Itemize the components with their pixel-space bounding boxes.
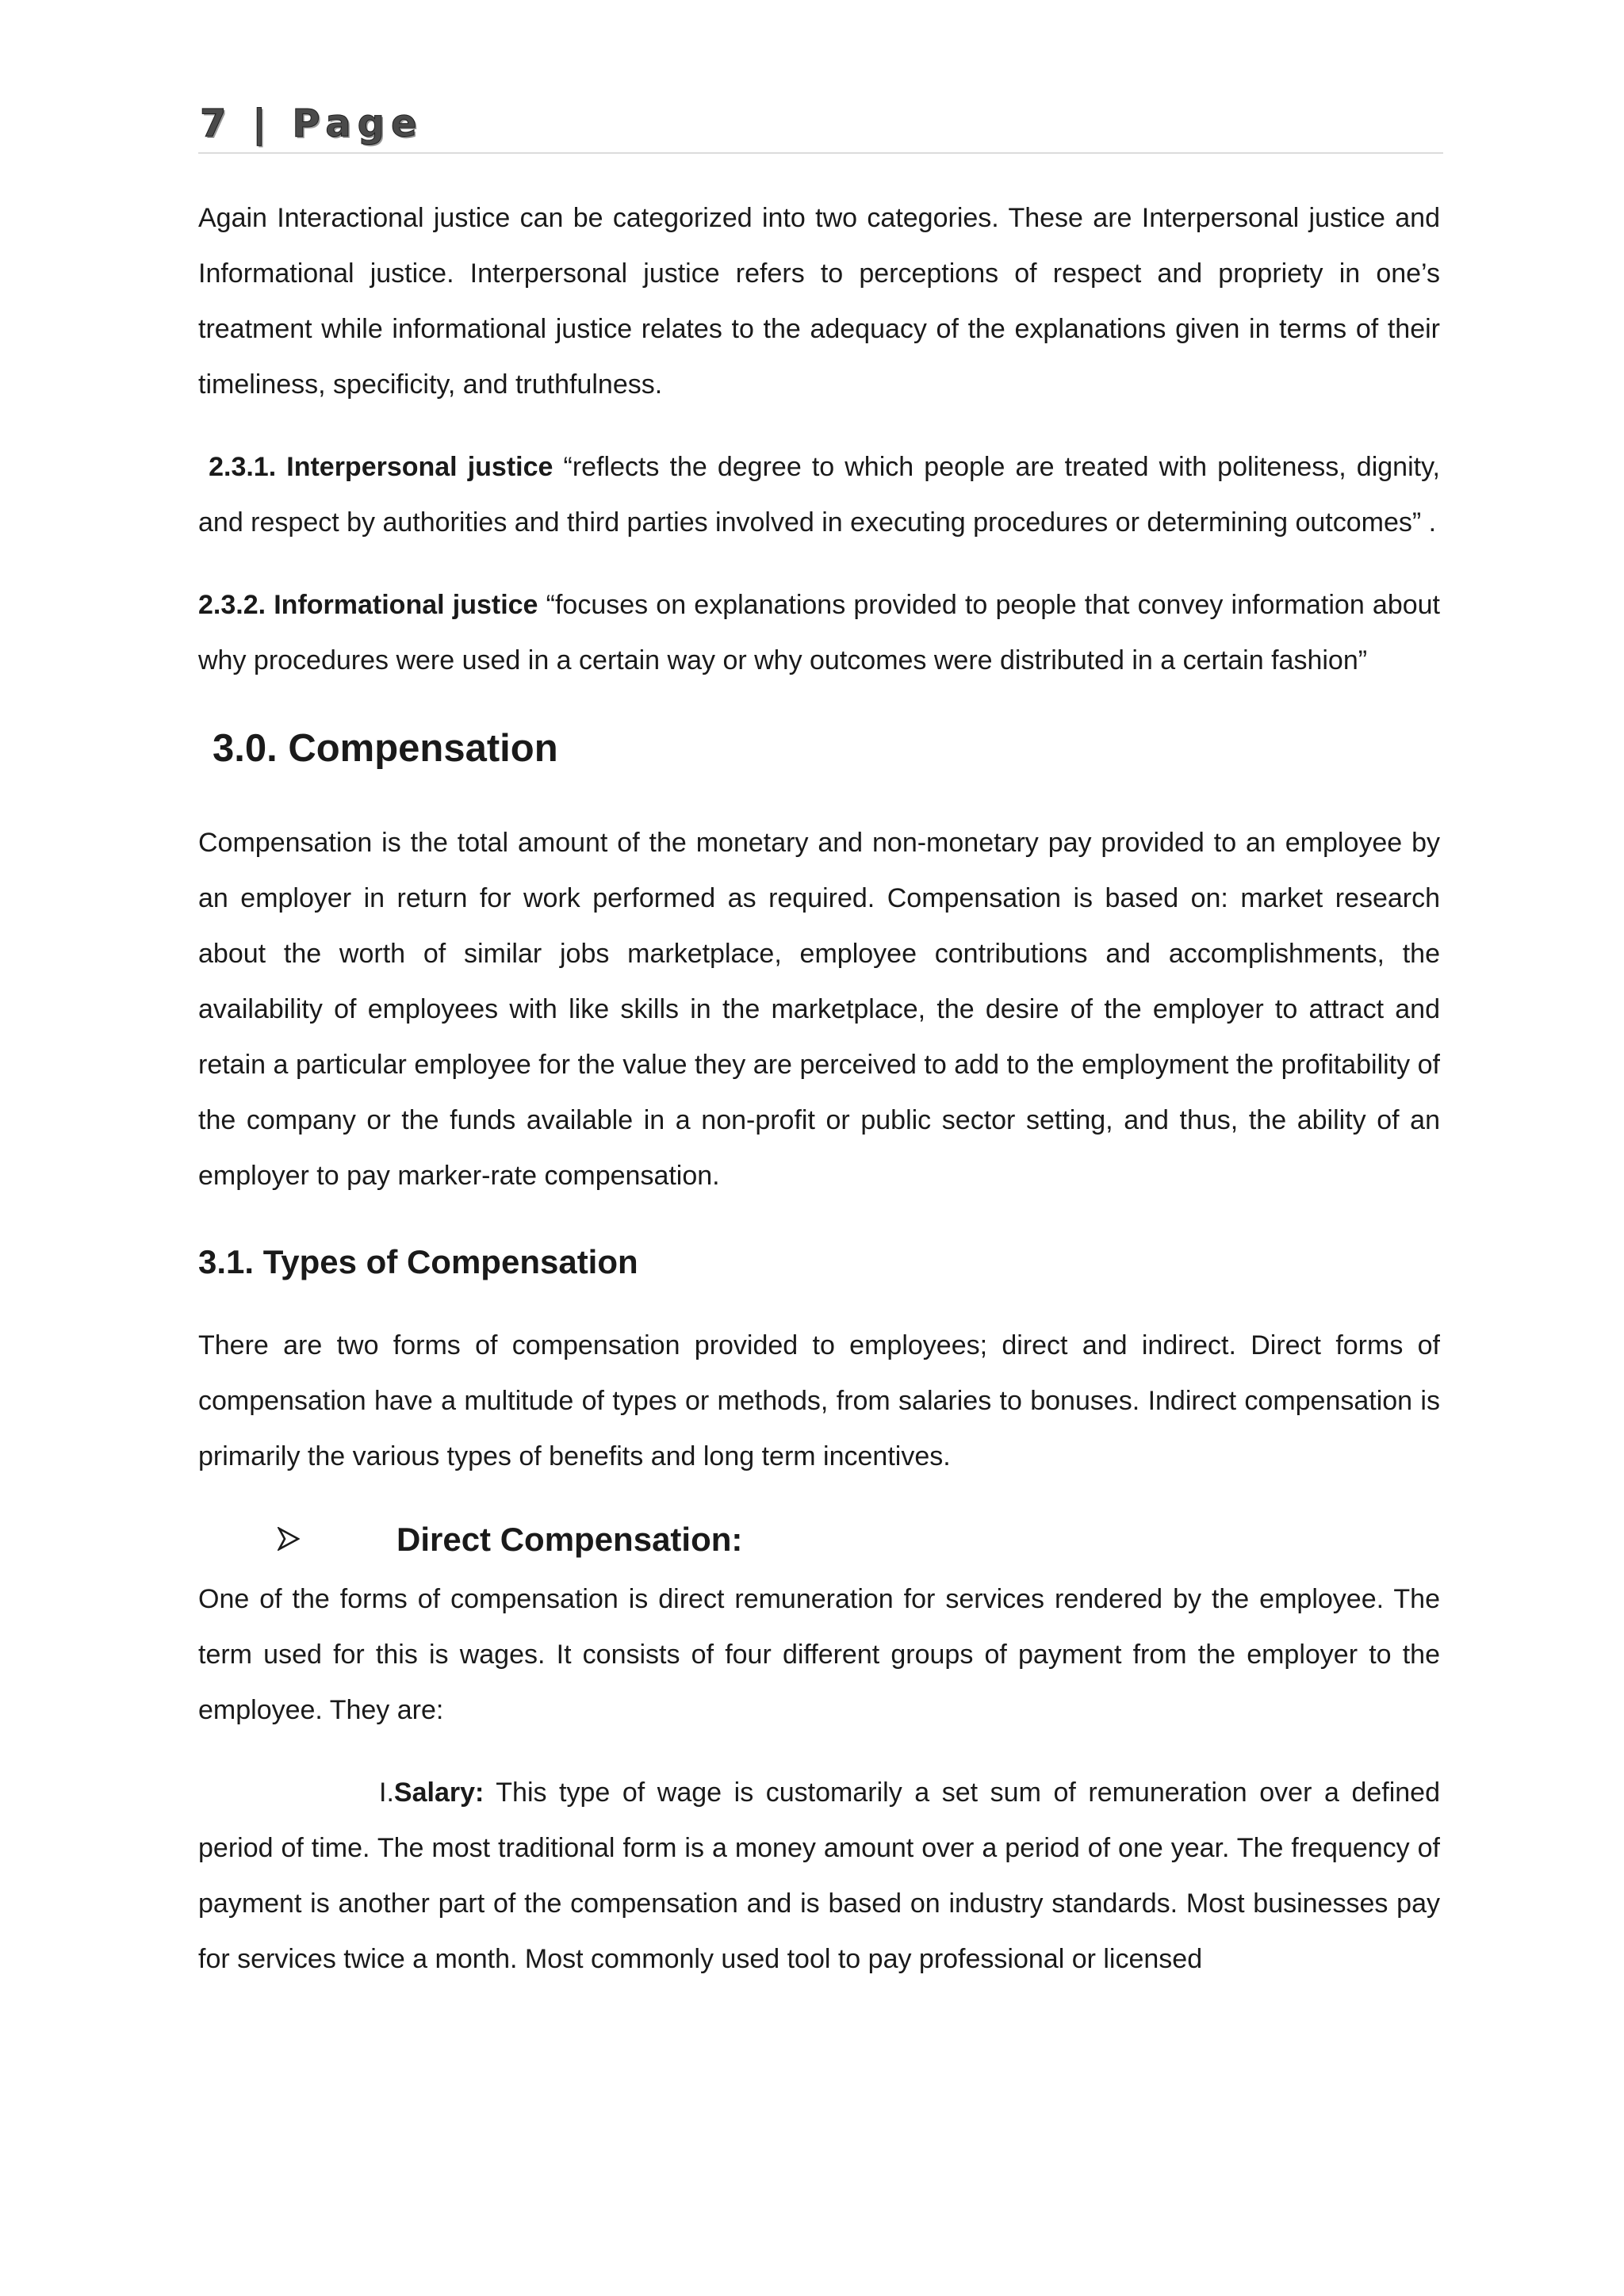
heading-types-of-compensation: 3.1. Types of Compensation <box>198 1243 638 1280</box>
section-label-2-3-1: 2.3.1. Interpersonal justice <box>209 452 553 482</box>
bullet-direct-compensation <box>198 1508 1440 1571</box>
paragraph-text: “focuses on explanations provided to people that convey information about why procedures were used in a certain way or why outcomes were distributed in a certain fashion” <box>198 590 1440 675</box>
page-header <box>198 101 1443 154</box>
heading-compensation: 3.0. Compensation <box>213 727 558 770</box>
arrowhead-bullet-icon <box>278 1527 300 1551</box>
paragraph-direct-compensation: One of the forms of compensation is direct remuneration for services rendered by the employee. The term used for this is wages. It consists of four different groups of payment from the employer to the employee. They are: <box>198 1584 1440 1725</box>
paragraph-interpersonal-justice <box>198 439 1440 550</box>
list-number: I. <box>379 1777 394 1808</box>
paragraph-salary <box>198 1765 1440 1987</box>
paragraph-types-of-compensation: There are two forms of compensation provided to employees; direct and indirect. Direct forms of compensation have a multitude of types or methods, from salaries to bonuses. Indirect compensation is primarily the various types of benefits and long term incentives. <box>198 1330 1440 1471</box>
document-body <box>198 190 1440 1987</box>
paragraph-informational-justice <box>198 577 1440 688</box>
paragraph-compensation-definition: Compensation is the total amount of the monetary and non-monetary pay provided to an employee by an employer in return for work performed as required. Compensation is based on: market research about the worth of similar jobs marketplace, employee contributions and accomplishments, the availability of employees with like skills in the marketplace, the desire of the employer to attract and retain a particular employee for the value they are perceived to add to the employment the profitability of the company or the funds available in a non-profit or public sector setting, and thus, the ability of an employer to pay marker-rate compensation. <box>198 828 1440 1191</box>
heading-direct-compensation: Direct Compensation: <box>396 1521 743 1558</box>
page-number: 7 | Page <box>200 101 423 146</box>
section-label-2-3-2: 2.3.2. Informational justice <box>198 590 538 620</box>
paragraph-text: “reflects the degree to which people are treated with politeness, dignity, and respect by authorities and third parties involved in executing procedures or determining outcomes” . <box>198 452 1440 538</box>
paragraph-text: This type of wage is customarily a set sum of remuneration over a defined period of time. The most traditional form is a money amount over a period of one year. The frequency of payment is another part of the compensation and is based on industry standards. Most businesses pay for services twice a month. Most commonly used tool to pay professional or licensed <box>198 1777 1440 1974</box>
salary-label: Salary: <box>393 1777 485 1808</box>
paragraph-interactional-justice: Again Interactional justice can be categorized into two categories. These are Interpersonal justice and Informational justice. Interpersonal justice refers to perceptions of respect and propriety in one’s treatment while informational justice relates to the adequacy of the explanations given in terms of their timeliness, specificity, and truthfulness. <box>198 203 1440 400</box>
